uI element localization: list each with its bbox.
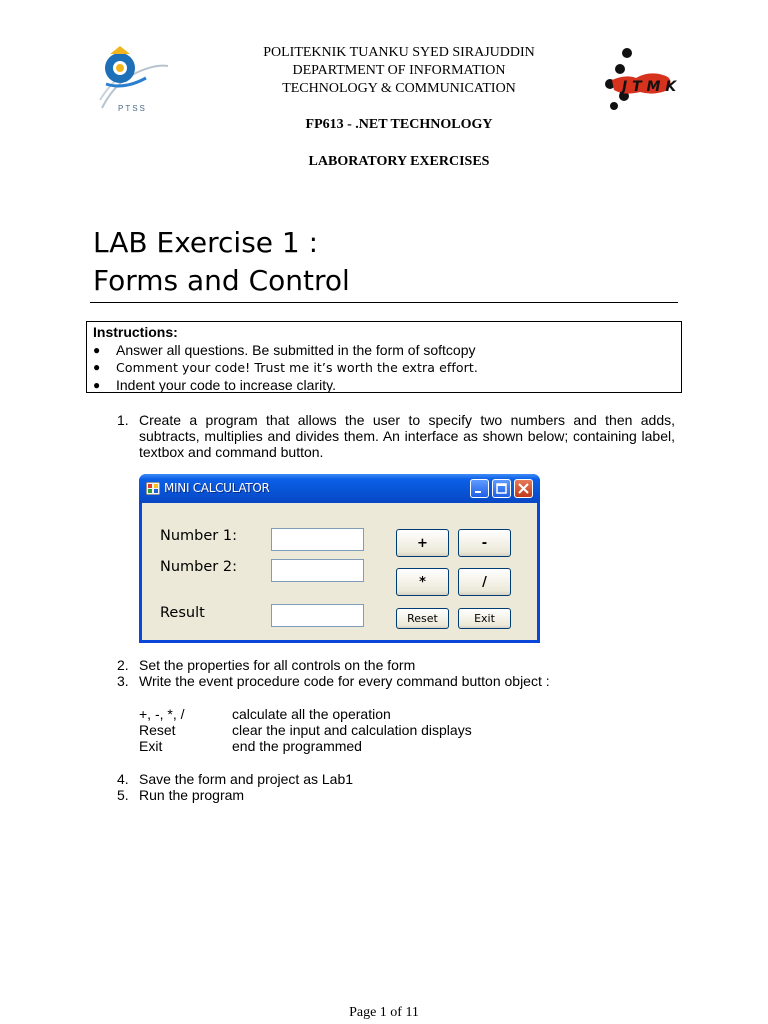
title-divider [90,302,678,303]
minimize-button[interactable] [470,479,489,498]
question-number: 1. [117,412,129,428]
operation-description: clear the input and calculation displays [232,722,472,738]
close-button[interactable] [514,479,533,498]
close-icon [517,482,530,495]
department-line-2: TECHNOLOGY & COMMUNICATION [282,81,516,96]
operation-key: +, -, *, / [139,706,185,722]
divide-button[interactable]: / [458,568,511,596]
window-titlebar[interactable] [139,474,540,503]
page-number: Page 1 of 11 [349,1005,419,1020]
instruction-text: Comment your code! Trust me it’s worth the extra effort. [116,360,478,375]
result-label: Result [160,605,205,621]
question-3-text: Write the event procedure code for every command button object : [139,673,550,689]
institution-name: POLITEKNIK TUANKU SYED SIRAJUDDIN [263,45,535,60]
instructions-heading: Instructions: [93,324,178,340]
bullet-icon: ● [93,360,101,374]
question-number: 3. [117,673,129,689]
result-output[interactable] [271,604,364,627]
number-2-input[interactable] [271,559,364,582]
operation-key: Exit [139,738,163,754]
subtract-button[interactable]: - [458,529,511,557]
bullet-icon: ● [93,378,101,392]
multiply-button[interactable]: * [396,568,449,596]
mini-calculator-window [139,474,540,643]
operation-description: end the programmed [232,738,362,754]
operation-key: Reset [139,722,176,738]
bullet-icon: ● [93,343,101,357]
question-2-text: Set the properties for all controls on the form [139,657,416,673]
department-line-1: DEPARTMENT OF INFORMATION [292,63,506,78]
number-1-label: Number 1: [160,528,237,544]
lab-title-line-1: LAB Exercise 1 : [93,226,319,259]
question-1-line-3: textbox and command button. [139,444,324,460]
instructions-box [86,321,682,393]
operation-description: calculate all the operation [232,706,391,722]
jtmk-logo [596,46,680,114]
question-number: 4. [117,771,129,787]
maximize-button[interactable] [492,479,511,498]
document-type: LABORATORY EXERCISES [308,154,490,169]
app-icon [146,482,160,495]
number-2-label: Number 2: [160,559,237,575]
instruction-text: Answer all questions. Be submitted in the form of softcopy [116,342,476,358]
question-5-text: Run the program [139,787,245,803]
number-1-input[interactable] [271,528,364,551]
reset-button[interactable]: Reset [396,608,449,629]
window-title: MINI CALCULATOR [164,481,270,495]
course-code: FP613 - .NET TECHNOLOGY [305,117,493,132]
question-4-text: Save the form and project as Lab1 [139,771,354,787]
exit-button[interactable]: Exit [458,608,511,629]
ptss-logo-text: PTSS [118,104,147,113]
svg-text:J T M K: J T M K [622,79,677,95]
question-number: 5. [117,787,129,803]
maximize-icon [495,482,508,495]
question-1-line-1: Create a program that allows the user to specify two numbers and then adds, [139,412,675,428]
minimize-icon [473,482,486,495]
question-number: 2. [117,657,129,673]
add-button[interactable]: + [396,529,449,557]
instruction-text: Indent your code to increase clarity. [116,377,336,393]
question-1-line-2: subtracts, multiplies and divides them. An interface as shown below; containing label, [139,428,675,444]
lab-title-line-2: Forms and Control [93,264,350,297]
window-client-area [142,503,537,640]
